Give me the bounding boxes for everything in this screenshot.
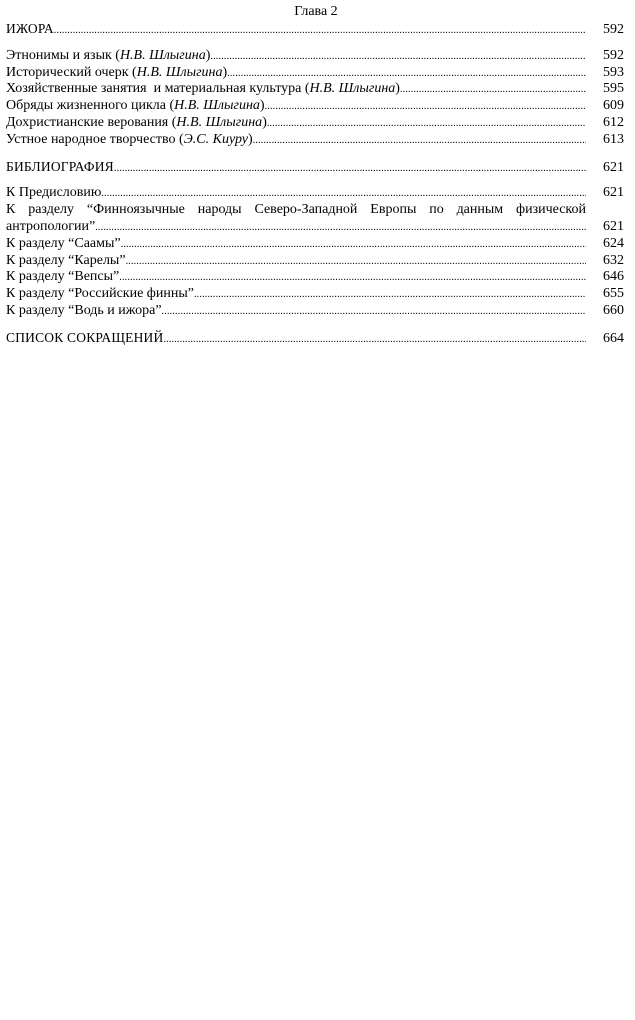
toc-entry-close: ) (205, 47, 211, 63)
toc-entry-author: Н.В. Шлыгина (176, 114, 263, 130)
dot-leader (194, 287, 586, 304)
toc-page-number: 612 (603, 114, 624, 130)
toc-page-number: 593 (603, 64, 624, 80)
toc-entry-author: Н.В. Шлыгина (136, 64, 223, 80)
toc-heading-title: СПИСОК СОКРАЩЕНИЙ (6, 329, 164, 345)
toc-entry (6, 65, 624, 82)
spacer (6, 320, 624, 330)
dot-leader (95, 220, 586, 237)
spacer (6, 149, 624, 159)
toc-entry (6, 253, 624, 270)
toc-entry-title: К разделу “Вепсы” (6, 269, 120, 285)
toc-entry (6, 48, 624, 65)
dot-leader (227, 66, 586, 83)
toc-entry-title: К разделу “Саамы” (6, 235, 121, 251)
toc-entry-author: Н.В. Шлыгина (174, 98, 260, 114)
toc-entry-close: ) (259, 98, 265, 114)
table-of-contents (6, 21, 624, 347)
toc-entry-close: ) (395, 81, 400, 97)
toc-entry-close: ) (248, 131, 253, 147)
toc-entry (6, 236, 624, 253)
toc-entry (6, 185, 624, 202)
toc-entry-author: Н.В. Шлыгина (309, 81, 396, 97)
toc-entry-title: К разделу “Карелы” (6, 252, 126, 268)
toc-entry-title: антропологии” (6, 218, 96, 234)
toc-entry (6, 269, 624, 286)
toc-heading-izhora (6, 21, 624, 38)
toc-page-number: 621 (603, 185, 624, 201)
dot-leader (54, 23, 586, 40)
dot-leader (162, 304, 586, 321)
dot-leader (267, 116, 586, 133)
toc-entry (6, 98, 624, 115)
dot-leader (121, 237, 586, 254)
dot-leader (119, 270, 586, 287)
dot-leader (400, 82, 586, 99)
toc-entry-title: Устное народное творчество ( (6, 131, 184, 147)
toc-entry-title: К разделу “Российские финны” (6, 286, 194, 302)
toc-page-number: 592 (603, 22, 624, 37)
toc-entry (6, 286, 624, 303)
toc-entry (6, 81, 624, 98)
dot-leader (253, 133, 586, 150)
toc-entry-author: Н.В. Шлыгина (119, 47, 206, 63)
toc-entry (6, 219, 624, 236)
dot-leader (101, 186, 586, 203)
toc-entry-title: Этнонимы и язык ( (6, 47, 120, 63)
toc-entry-title: Обряды жизненного цикла ( (6, 98, 175, 114)
toc-page-number: 655 (603, 286, 624, 302)
toc-entry-title: К разделу “Водь и ижора” (6, 302, 162, 318)
toc-entry-title-line1: К разделу “Финноязычные народы Северо-Западной Европы по данным физической (6, 202, 586, 218)
dot-leader (114, 161, 586, 178)
toc-page-number: 621 (603, 159, 624, 175)
toc-entry-title: Хозяйственные занятия и материальная культура ( (6, 81, 310, 97)
dot-leader (265, 99, 586, 116)
toc-page-number: 664 (603, 330, 624, 346)
dot-leader (163, 332, 586, 349)
toc-page-number: 632 (603, 252, 624, 268)
toc-page-number: 592 (603, 47, 624, 63)
toc-heading-title: БИБЛИОГРАФИЯ (6, 158, 114, 174)
dot-leader (126, 254, 586, 271)
toc-page-number: 621 (603, 218, 624, 234)
chapter-title: Глава 2 (294, 4, 338, 19)
toc-page-number: 609 (603, 98, 624, 114)
toc-entry-title: К Предисловию (6, 185, 102, 201)
toc-entry-close: ) (262, 114, 267, 130)
toc-page-number: 624 (603, 235, 624, 251)
dot-leader (210, 49, 586, 66)
toc-heading-title: ИЖОРА (6, 21, 54, 36)
toc-entry (6, 115, 624, 132)
toc-page-number: 595 (603, 81, 624, 97)
toc-entry (6, 303, 624, 320)
toc-page-number: 646 (603, 269, 624, 285)
toc-page-number: 660 (603, 302, 624, 318)
toc-heading-bibliography (6, 159, 624, 176)
toc-heading-abbreviations (6, 330, 624, 347)
toc-entry-author: Э.С. Киуру (183, 131, 249, 147)
toc-page-number: 613 (603, 131, 624, 147)
toc-entry (6, 132, 624, 149)
toc-entry-close: ) (222, 64, 228, 80)
toc-entry-title: Дохристианские верования ( (6, 114, 177, 130)
toc-entry-title: Исторический очерк ( (6, 64, 137, 80)
